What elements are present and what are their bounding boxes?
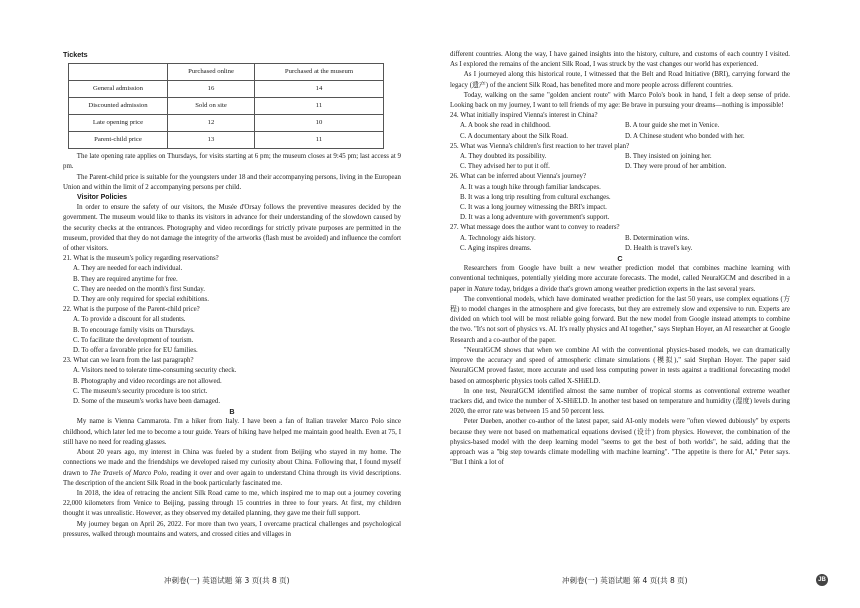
option: A. A book she read in childhood. (460, 122, 551, 130)
question-27: 27. What message does the author want to convey to readers? (450, 224, 620, 232)
option-row (460, 162, 790, 172)
option: B. To encourage family visits on Thursdays. (73, 326, 195, 334)
text-run: Researchers from Google have built a new weather prediction model that combines machine learning with conventional techniques, potentially yielding more accurate forecasts. The model, called NeuralGCM and described in a paper in (450, 265, 790, 293)
passage-b-paragraph: My journey began on April 26, 2022. For more than two years, I overcame practical challenges and psychological pressures, walked through mountains and waters, and crossed cities and villages in (63, 520, 401, 538)
table-header-cell (69, 64, 168, 81)
passage-b-paragraph: My name is Vienna Cammarota. I'm a hiker from Italy. I have been a fan of Italian traveler Marco Polo since childhood, which later led me to become a tour guide. Years of hiking have helped me maintain good health. Even at 75, I still have no need for reading glasses. (63, 418, 401, 446)
book-title: The Travels of Marco Polo (90, 469, 167, 477)
option: D. A Chinese student who bonded with her. (625, 132, 745, 140)
option: A. Technology aids history. (460, 234, 536, 242)
option: B. They are required anytime for free. (73, 275, 178, 283)
table-cell: General admission (69, 81, 168, 98)
publisher-logo: JB (816, 574, 828, 586)
option: B. It was a long trip resulting from cultural exchanges. (460, 193, 611, 201)
table-cell: Parent-child price (69, 132, 168, 149)
table-header-cell: Purchased online (168, 64, 255, 81)
option: C. They advised her to put it off. (460, 163, 550, 171)
option: B. Photography and video recordings are not allowed. (73, 377, 222, 385)
visitor-policies-heading: Visitor Policies (77, 194, 128, 202)
journal-name: Nature (474, 285, 493, 293)
table-header-row (69, 64, 384, 81)
table-row (69, 81, 384, 98)
table-cell: 16 (168, 81, 255, 98)
section-b-label: B (229, 407, 235, 417)
option: A. To provide a discount for all students. (73, 316, 186, 324)
text-run: About 20 years ago, my interest in China was fueled by a student from Beijing who stayed in my home. The connections we made and the friendships we developed raised my curiosity about China. Following that, I found myself drawn to (63, 449, 401, 477)
passage-b-paragraph: In 2018, the idea of retracing the ancient Silk Road came to me, which inspired me to map out a journey covering 22,000 kilometers from Venice to Beijing, passing through 15 countries in three to four years. At first, my children thought it was unrealistic. However, as they observed my detailed planning, they gave me their full support. (63, 489, 401, 518)
table-header-cell: Purchased at the museum (255, 64, 384, 81)
option: D. They were proud of her ambition. (625, 163, 727, 171)
table-cell: 14 (255, 81, 384, 98)
section-c-label: C (617, 254, 623, 264)
option-row (460, 234, 790, 244)
option-row (460, 152, 790, 162)
option: B. They insisted on joining her. (625, 153, 712, 161)
passage-c-paragraph: In one test, NeuralGCM identified almost the same number of tropical storms as conventional extreme weather trackers did, and twice the number of X-SHiELD. In another test based on temperature and humidity (湿度) levels during 2020, the error rate was between 15 and 50 percent less. (450, 387, 790, 416)
left-column (63, 50, 401, 540)
parent-child-paragraph: The Parent-child price is suitable for the youngsters under 18 and their accompanying persons, living in the European Union and within the limit of 2 accompanying persons per child. (63, 173, 401, 191)
table-cell: 13 (168, 132, 255, 149)
passage-c-paragraph: "NeuralGCM shows that when we combine AI with the conventional physics-based models, we can dramatically improve the accuracy and speed of atmospheric climate simulations (模拟)," said Stephan Hoyer. The paper said NeuralGCM proved faster, more accurate and used less computing power in tests against a traditional forecasting model based on atmospheric physics tools called X-SHiELD. (450, 346, 790, 385)
option: A. They doubted its possibility. (460, 153, 547, 161)
question-24: 24. What initially inspired Vienna's interest in China? (450, 112, 598, 120)
option: D. Health is travel's key. (625, 244, 693, 252)
option: D. It was a long adventure with government's support. (460, 214, 610, 222)
question-21: 21. What is the museum's policy regarding reservations? (63, 255, 219, 263)
option-row (460, 244, 790, 254)
option: C. It was a long journey witnessing the BRI's impact. (460, 204, 607, 212)
option: A. Visitors need to tolerate time-consuming security check. (73, 367, 237, 375)
option: C. A documentary about the Silk Road. (460, 132, 568, 140)
passage-c-paragraph: The conventional models, which have dominated weather prediction for the last 50 years, use complex equations (方程) to model changes in the atmosphere and give forecasts, but they are extremely slow and expensive to run. Experts are divided on which tool will be most reliable going forward. But the new model from Google instead attempts to combine the two. "It's not sort of physics vs. AI. It's really physics and AI together," says Stephan Hoyer, an AI researcher at Google Research and a co-author of the paper. (450, 295, 790, 344)
table-row (69, 132, 384, 149)
table-cell: 12 (168, 115, 255, 132)
option: C. The museum's security procedure is too strict. (73, 387, 208, 395)
tickets-heading: Tickets (63, 50, 88, 59)
text-run: , reading it over and over again to understand China through its vivid descriptions. The description of the ancient Silk Road in the book particularly fascinated me. (63, 469, 401, 487)
option-row (460, 132, 790, 142)
option: B. A tour guide she met in Venice. (625, 122, 720, 130)
passage-b-paragraph: As I journeyed along this historical route, I witnessed that the Belt and Road Initiative (BRI), carrying forward the legacy (遗产) of the ancient Silk Road, has benefited more and more people across different countries. (450, 71, 790, 89)
passage-c-paragraph (450, 264, 790, 295)
question-23: 23. What can we learn from the last paragraph? (63, 357, 194, 365)
question-26: 26. What can be inferred about Vienna's journey? (450, 173, 587, 181)
text-run: today, bridges a divide that's grown among weather prediction experts in the last several years. (493, 285, 756, 293)
option: C. They are needed on the month's first Sunday. (73, 285, 205, 293)
table-cell: 10 (255, 115, 384, 132)
option: B. Determination wins. (625, 234, 690, 242)
passage-c-paragraph: Peter Dueben, another co-author of the latest paper, said AI-only models were "often viewed dubiously" by experts because they were not based on mathematical equations devised (设计) from physics. However, the combination of the physics-based model with the deep learning model "seems to get the best of both worlds", he said, adding that the approach was a "big step towards climate modelling with machine learning". "The appetite is there for AI," Peter says. "But I think a lot of (450, 418, 790, 467)
policies-paragraph: In order to ensure the safety of our visitors, the Musée d'Orsay follows the preventive measures decided by the government. The museum would like to thanks its visitors in advance for their understanding of the slowdown caused by the security checks at the entrances. Photography and video recordings for strictly private purposes are permitted in the museum, provided that they do not damage the integrity of the artworks (flash must be avoided) and influence the comfort of other visitors. (63, 204, 401, 253)
question-22: 22. What is the purpose of the Parent-child price? (63, 306, 200, 314)
option: A. They are needed for each individual. (73, 265, 183, 273)
table-cell: Sold on site (168, 98, 255, 115)
option: D. They are only required for special exhibitions. (73, 296, 209, 304)
option: C. To facilitate the development of tourism. (73, 336, 194, 344)
question-25: 25. What was Vienna's children's first reaction to her travel plan? (450, 142, 630, 150)
table-row (69, 98, 384, 115)
late-opening-paragraph: The late opening rate applies on Thursdays, for visits starting at 6 pm; the museum closes at 9:45 pm; last access at 9 pm. (63, 153, 401, 171)
option: C. Aging inspires dreams. (460, 244, 532, 252)
table-cell: Discounted admission (69, 98, 168, 115)
table-cell: 11 (255, 98, 384, 115)
table-row (69, 115, 384, 132)
passage-b-paragraph: Today, walking on the same "golden ancient route" with Marco Polo's book in hand, I felt a deep sense of pride. Looking back on my journey, I want to tell friends of my age: Be brave in pursuing your dreams—nothing is impossible! (450, 91, 790, 110)
passage-b-paragraph: different countries. Along the way, I have gained insights into the history, culture, and customs of each country I visited. As I explored the remains of the ancient Silk Road, I was struck by the vast changes our world has experienced. (450, 51, 790, 69)
passage-b-paragraph (63, 448, 401, 489)
option: A. It was a tough hike through familiar landscapes. (460, 183, 601, 191)
option-row (460, 121, 790, 131)
option: D. Some of the museum's works have been damaged. (73, 398, 221, 406)
page-footer-left: 冲刺卷(一) 英语试题 第 3 页(共 8 页) (164, 576, 290, 585)
option: D. To offer a favorable price for EU families. (73, 347, 198, 355)
ticket-table (68, 63, 384, 149)
right-column (450, 50, 790, 468)
page-footer-right: 冲刺卷(一) 英语试题 第 4 页(共 8 页) (562, 576, 688, 585)
table-cell: 11 (255, 132, 384, 149)
table-cell: Late opening price (69, 115, 168, 132)
